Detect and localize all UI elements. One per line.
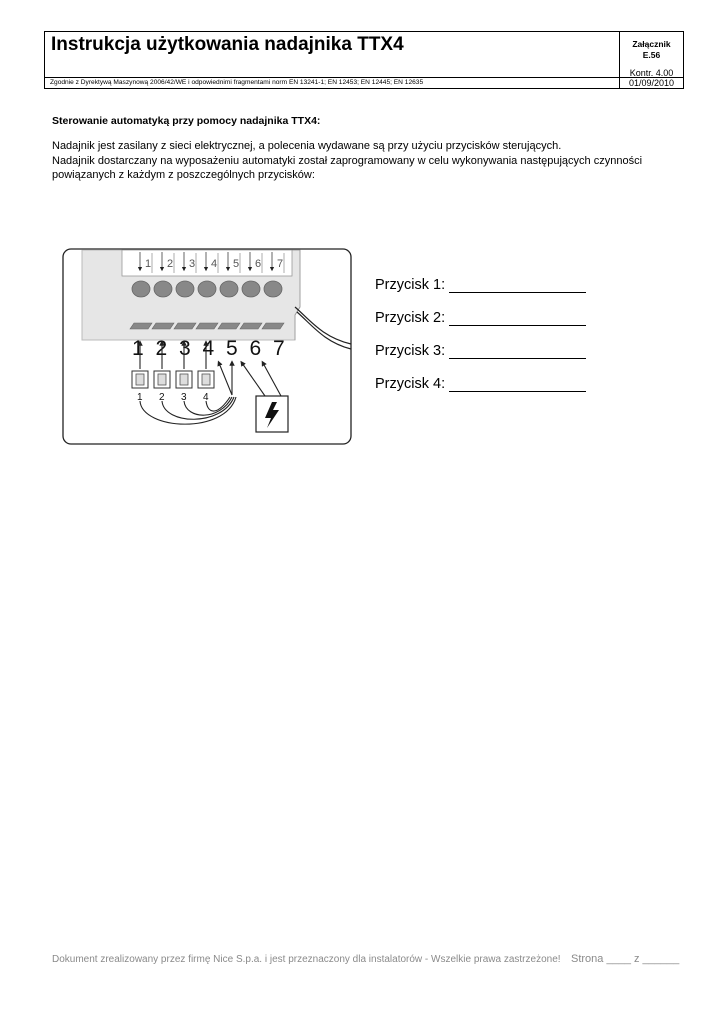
- version-label: Kontr. 4.00: [629, 68, 674, 78]
- terminal-slot: [152, 323, 174, 329]
- paragraph-2: Nadajnik dostarczany na wyposażeniu automatyki został zaprogramowany w celu wykonywania następujących czynności powiązanych z każdym z poszczególnych przycisków:: [52, 154, 643, 181]
- fill-line-2: [449, 311, 586, 326]
- fill-line-3: [449, 344, 586, 359]
- date-label: 01/09/2010: [628, 78, 675, 88]
- terminal-screw: [176, 281, 194, 297]
- terminal-slot: [174, 323, 196, 329]
- paragraph-1: Nadajnik jest zasilany z sieci elektrycznej, a polecenia wydawane są przy użyciu przycisków sterujących.: [52, 140, 562, 152]
- top-terminal-label: 1: [145, 258, 152, 270]
- terminal-slot: [218, 323, 240, 329]
- terminal-screw: [220, 281, 238, 297]
- attachment-label: Załącznik: [632, 39, 671, 49]
- section-title: Sterowanie automatyką przy pomocy nadajnika TTX4:: [52, 115, 321, 127]
- terminal-slot: [196, 323, 218, 329]
- switch-label: 1: [137, 392, 143, 403]
- norms-line: Zgodnie z Dyrektywą Maszynową 2006/42/WE i odpowiednimi fragmentami norm EN 13241-1; EN 12453; EN 12445; EN 12635: [50, 79, 424, 86]
- terminal-slot: [240, 323, 262, 329]
- button-label-1: Przycisk 1:: [375, 277, 446, 293]
- top-terminal-label: 3: [189, 258, 196, 270]
- button-label-2: Przycisk 2:: [375, 310, 446, 326]
- page-counter: Strona ____ z ______: [571, 953, 680, 965]
- terminal-screw: [242, 281, 260, 297]
- top-terminal-label: 4: [211, 258, 218, 270]
- bottom-terminal-label: 1: [132, 337, 144, 360]
- body-text: [52, 139, 652, 183]
- page-title: Instrukcja użytkowania nadajnika TTX4: [51, 34, 404, 55]
- top-terminal-label: 2: [167, 258, 174, 270]
- bottom-terminal-label: 7: [273, 337, 285, 360]
- fill-line-1: [449, 278, 586, 293]
- button-row-4: [375, 376, 586, 392]
- switch-label: 4: [203, 392, 209, 403]
- attachment-code: E.56: [642, 50, 661, 60]
- terminal-slot: [130, 323, 152, 329]
- bottom-terminal-label: 4: [202, 337, 215, 360]
- button-row-3: [375, 343, 586, 359]
- bottom-terminal-label: 3: [179, 337, 191, 360]
- top-terminal-label: 5: [233, 258, 240, 270]
- wiring-diagram: [60, 245, 355, 448]
- attachment-block: [620, 39, 683, 61]
- button-label-3: Przycisk 3:: [375, 343, 446, 359]
- bottom-terminal-label: 2: [155, 337, 168, 360]
- terminal-screw: [264, 281, 282, 297]
- bottom-terminal-label: 6: [249, 337, 262, 360]
- fill-line-4: [449, 377, 586, 392]
- button-row-2: [375, 310, 586, 326]
- button-row-1: [375, 277, 586, 293]
- header-title-cell: [45, 32, 620, 88]
- header-meta-cell: [620, 32, 683, 88]
- terminal-screw: [198, 281, 216, 297]
- terminal-screw: [132, 281, 150, 297]
- switch-label: 3: [181, 392, 187, 403]
- terminal-screw: [154, 281, 172, 297]
- document-header: [44, 31, 684, 89]
- bottom-terminal-label: 5: [226, 337, 238, 360]
- top-terminal-label: 7: [277, 258, 284, 270]
- footer-note: Dokument zrealizowany przez firmę Nice S.p.a. i jest przeznaczony dla instalatorów - Wszelkie prawa zastrzeżone!: [52, 954, 561, 965]
- top-terminal-label: 6: [255, 258, 262, 270]
- switch-label: 2: [159, 392, 165, 403]
- header-divider: [45, 77, 619, 78]
- button-label-4: Przycisk 4:: [375, 376, 446, 392]
- terminal-slot: [262, 323, 284, 329]
